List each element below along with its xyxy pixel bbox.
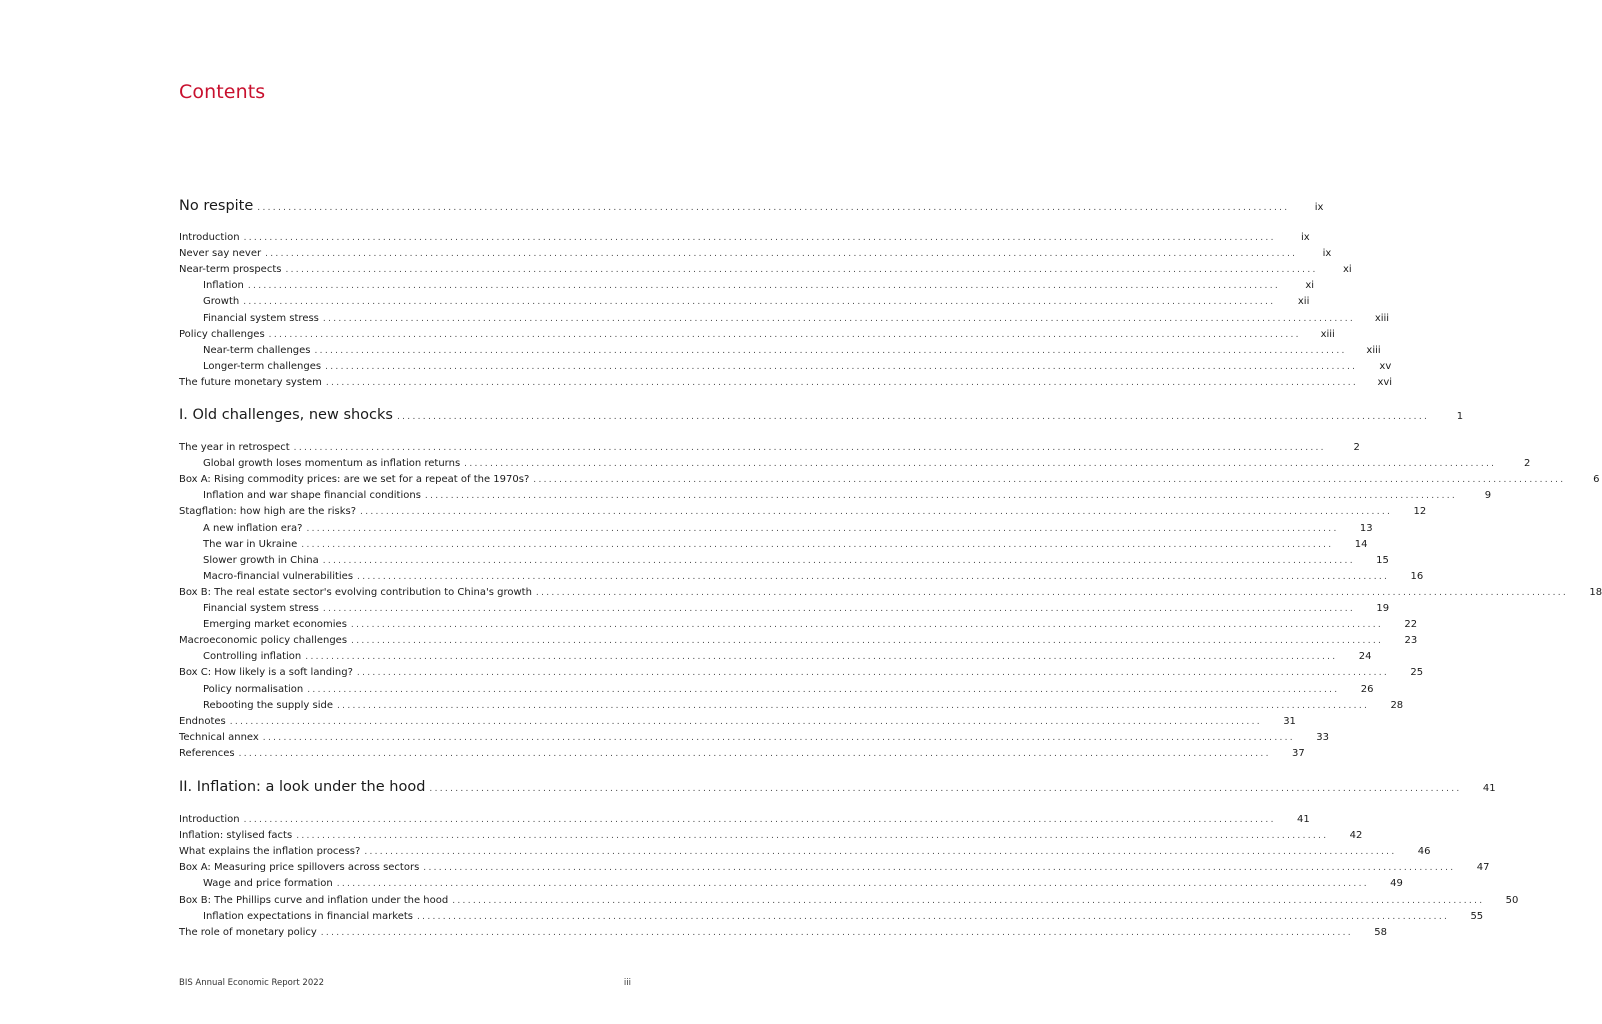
toc-subentry[interactable] — [203, 457, 1531, 471]
toc-entry-label: Near-term prospects — [179, 264, 282, 276]
toc-subentry[interactable] — [203, 344, 1381, 358]
toc-page-number: 33 — [1316, 731, 1329, 743]
toc-subentry[interactable] — [203, 699, 1404, 713]
toc-page-number: 16 — [1410, 570, 1424, 582]
toc-entry[interactable] — [179, 747, 1305, 761]
toc-entry-label: Near-term challenges — [203, 344, 311, 356]
dot-leader: ........................................................................................................................................................................................................ — [305, 652, 1338, 663]
dot-leader: ........................................................................................................................................................................................................ — [285, 265, 1318, 276]
toc-page-number: 46 — [1417, 846, 1431, 858]
toc-page-number: 12 — [1413, 506, 1427, 518]
dot-leader: ........................................................................................................................................................................................................ — [423, 863, 1456, 874]
toc-page-number: 13 — [1359, 522, 1373, 534]
toc-page-number: xiii — [1366, 344, 1381, 356]
dot-leader: ........................................................................................................................................................................................................ — [243, 297, 1276, 308]
toc-chapter[interactable] — [179, 777, 1496, 799]
dot-leader: ........................................................................................................................................................................................................ — [314, 345, 1347, 356]
dot-leader: ........................................................................................................................................................................................................ — [535, 587, 1569, 598]
toc-entry-label: Financial system stress — [203, 312, 319, 324]
dot-leader: ........................................................................................................................................................................................................ — [364, 847, 1397, 858]
dot-leader: ........................................................................................................................................................................................................ — [452, 895, 1485, 906]
toc-page-number: ix — [1314, 202, 1324, 213]
toc-page-number: 23 — [1404, 635, 1418, 647]
toc-subentry[interactable] — [203, 554, 1389, 568]
toc-subentry[interactable] — [203, 650, 1372, 664]
toc-entry[interactable] — [179, 926, 1387, 940]
toc-page-number: 37 — [1292, 747, 1305, 759]
toc-page-number: 49 — [1390, 878, 1403, 890]
toc-entry-label: Box B: The Phillips curve and inflation under the hood — [179, 894, 449, 906]
toc-page-number: 1 — [1456, 411, 1464, 422]
toc-entry[interactable] — [179, 894, 1519, 908]
toc-page-number: ix — [1322, 248, 1332, 260]
toc-page-number: ix — [1301, 232, 1310, 243]
toc-page-number: 2 — [1353, 442, 1360, 453]
toc-entry-label: The future monetary system — [179, 376, 322, 388]
toc-page-number: 41 — [1297, 814, 1310, 825]
toc-subentry[interactable] — [203, 295, 1310, 309]
toc-entry-label: Box A: Measuring price spillovers across sectors — [179, 862, 420, 874]
dot-leader: ........................................................................................................................................................................................................ — [262, 732, 1295, 743]
toc-page-number: 6 — [1593, 474, 1600, 486]
toc-page-number: 47 — [1476, 862, 1490, 874]
toc-page-number: 25 — [1410, 667, 1424, 679]
dot-leader: ........................................................................................................................................................................................................ — [351, 636, 1384, 647]
dot-leader: ........................................................................................................................................................................................................ — [293, 443, 1326, 453]
dot-leader: ........................................................................................................................................................................................................ — [429, 784, 1462, 794]
toc-entry[interactable] — [179, 247, 1332, 261]
toc-page-number: 14 — [1354, 538, 1368, 550]
toc-entry[interactable] — [179, 328, 1335, 342]
toc-entry[interactable] — [179, 231, 1310, 245]
toc-entry-label: Macroeconomic policy challenges — [179, 635, 348, 647]
toc-entry-label: Inflation — [203, 280, 244, 292]
dot-leader: ........................................................................................................................................................................................................ — [229, 716, 1262, 727]
toc-entry-label: Endnotes — [179, 715, 226, 727]
toc-subentry[interactable] — [203, 360, 1392, 374]
toc-page-number: 18 — [1589, 586, 1602, 598]
dot-leader: ........................................................................................................................................................................................................ — [350, 620, 1384, 631]
toc-entry-label: The war in Ukraine — [203, 538, 298, 550]
toc-subentry[interactable] — [203, 618, 1418, 632]
toc-page-number: xiii — [1320, 328, 1335, 340]
toc-page-number: 24 — [1358, 651, 1372, 663]
toc-page-number: 22 — [1404, 619, 1418, 631]
toc-page-number: 15 — [1376, 554, 1389, 566]
toc-entry[interactable] — [179, 666, 1424, 680]
toc-page-number: xi — [1342, 264, 1352, 276]
toc-entry-label: Controlling inflation — [203, 651, 302, 663]
toc-entry[interactable] — [179, 376, 1393, 390]
toc-entry-label: Growth — [203, 296, 240, 308]
toc-entry-label: Global growth loses momentum as inflation returns — [203, 458, 461, 470]
toc-entry[interactable] — [179, 731, 1329, 745]
dot-leader: ........................................................................................................................................................................................................ — [325, 377, 1359, 388]
toc-entry[interactable] — [179, 829, 1363, 843]
dot-leader: ........................................................................................................................................................................................................ — [238, 748, 1271, 759]
dot-leader: ........................................................................................................................................................................................................ — [464, 459, 1497, 470]
toc-entry-label: Policy normalisation — [203, 683, 304, 695]
toc-page-number: xi — [1305, 280, 1315, 292]
toc-entry-label: Box A: Rising commodity prices: are we set for a repeat of the 1970s? — [179, 474, 530, 486]
toc-entry[interactable] — [179, 505, 1427, 519]
toc-entry[interactable] — [179, 586, 1602, 600]
dot-leader: ........................................................................................................................................................................................................ — [360, 507, 1393, 518]
dot-leader: ........................................................................................................................................................................................................ — [357, 571, 1390, 582]
dot-leader: ........................................................................................................................................................................................................ — [396, 412, 1430, 422]
toc-entry-label: Introduction — [179, 814, 240, 825]
toc-page-number: xvi — [1377, 376, 1393, 388]
toc-entry-label: Inflation: stylised facts — [179, 830, 293, 842]
dot-leader: ........................................................................................................................................................................................................ — [322, 604, 1356, 614]
toc-entry-label: Box C: How likely is a soft landing? — [179, 667, 353, 679]
toc-subentry[interactable] — [203, 683, 1374, 697]
toc-entry-label: Slower growth in China — [203, 554, 319, 566]
footer-report-title: BIS Annual Economic Report 2022 — [179, 978, 325, 988]
toc-entry-label: Longer-term challenges — [203, 360, 322, 372]
toc-entry-label: Financial system stress — [203, 603, 319, 614]
toc-entry[interactable] — [179, 441, 1360, 455]
dot-leader: ........................................................................................................................................................................................................ — [337, 700, 1370, 711]
toc-subentry[interactable] — [203, 538, 1368, 552]
dot-leader: ........................................................................................................................................................................................................ — [424, 491, 1458, 502]
toc-entry-label: Box B: The real estate sector's evolving contribution to China's growth — [179, 586, 532, 598]
toc-entry[interactable] — [179, 634, 1418, 648]
toc-subentry[interactable] — [203, 877, 1403, 891]
toc-entry-label: Technical annex — [179, 731, 259, 743]
toc-entry-label: Stagflation: how high are the risks? — [179, 506, 357, 518]
toc-subentry[interactable] — [203, 522, 1373, 536]
toc-entry-label: Macro-financial vulnerabilities — [203, 570, 354, 582]
dot-leader: ........................................................................................................................................................................................................ — [268, 329, 1301, 340]
dot-leader: ........................................................................................................................................................................................................ — [307, 684, 1340, 695]
toc-entry[interactable] — [179, 861, 1490, 875]
toc-entry-label: Policy challenges — [179, 328, 265, 340]
toc-subentry[interactable] — [203, 279, 1315, 293]
toc-entry-label: Introduction — [179, 232, 240, 243]
dot-leader: ........................................................................................................................................................................................................ — [533, 475, 1566, 486]
toc-entry[interactable] — [179, 263, 1352, 277]
toc-subentry[interactable] — [203, 489, 1492, 503]
dot-leader: ........................................................................................................................................................................................................ — [417, 911, 1450, 922]
toc-subentry[interactable] — [203, 570, 1424, 584]
toc-page-number: 55 — [1470, 910, 1484, 922]
dot-leader: ........................................................................................................................................................................................................ — [322, 555, 1355, 566]
toc-entry-label: Wage and price formation — [203, 878, 333, 890]
toc-entry-label: Rebooting the supply side — [203, 699, 333, 711]
dot-leader: ........................................................................................................................................................................................................ — [247, 281, 1281, 292]
toc-page-number: 26 — [1360, 683, 1374, 695]
dot-leader: ........................................................................................................................................................................................................ — [306, 523, 1339, 534]
toc-entry-label: Inflation expectations in financial markets — [203, 910, 413, 922]
toc-page-number: 28 — [1390, 699, 1404, 711]
dot-leader: ........................................................................................................................................................................................................ — [243, 233, 1276, 243]
toc-page-number: 19 — [1376, 603, 1390, 614]
toc-entry-label: The year in retrospect — [179, 442, 290, 453]
toc-entry-label: Inflation and war shape financial conditions — [203, 490, 421, 502]
toc-entry[interactable] — [179, 845, 1431, 859]
toc-page-number: xii — [1297, 296, 1310, 308]
toc-page-number: 2 — [1523, 458, 1531, 470]
toc-page-number: xv — [1379, 360, 1392, 372]
toc-entry-label: A new inflation era? — [203, 522, 303, 534]
dot-leader: ........................................................................................................................................................................................................ — [301, 539, 1334, 550]
toc-subentry[interactable] — [203, 910, 1484, 924]
dot-leader: ........................................................................................................................................................................................................ — [243, 815, 1276, 825]
toc-entry-label: What explains the inflation process? — [179, 846, 361, 858]
toc-page-number: 31 — [1283, 715, 1296, 727]
toc-entry-label: The role of monetary policy — [179, 926, 317, 938]
toc-chapter[interactable] — [179, 196, 1324, 218]
dot-leader: ........................................................................................................................................................................................................ — [322, 313, 1356, 324]
dot-leader: ........................................................................................................................................................................................................ — [265, 249, 1298, 260]
dot-leader: ........................................................................................................................................................................................................ — [336, 879, 1369, 890]
dot-leader: ........................................................................................................................................................................................................ — [296, 831, 1329, 842]
toc-entry-label: Never say never — [179, 248, 262, 260]
toc-subentry[interactable] — [203, 602, 1390, 616]
dot-leader: ........................................................................................................................................................................................................ — [325, 361, 1358, 372]
toc-page-number: 9 — [1484, 490, 1492, 502]
toc-chapter-label: I. Old challenges, new shocks — [179, 407, 393, 423]
dot-leader: ........................................................................................................................................................................................................ — [257, 203, 1290, 213]
page-title: Contents — [179, 81, 266, 103]
dot-leader: ........................................................................................................................................................................................................ — [320, 927, 1353, 938]
toc-entry[interactable] — [179, 813, 1310, 827]
toc-subentry[interactable] — [203, 312, 1390, 326]
toc-chapter-label: No respite — [179, 198, 254, 214]
toc-entry[interactable] — [179, 715, 1296, 729]
toc-page-number: xiii — [1374, 312, 1390, 324]
toc-chapter-label: II. Inflation: a look under the hood — [179, 779, 426, 795]
toc-entry-label: References — [179, 747, 235, 759]
toc-entry-label: Emerging market economies — [203, 619, 347, 631]
toc-page-number: 42 — [1349, 830, 1363, 842]
toc-page-number: 41 — [1482, 783, 1496, 794]
toc-page-number: 58 — [1374, 926, 1387, 938]
dot-leader: ........................................................................................................................................................................................................ — [356, 668, 1390, 679]
footer-page-number: iii — [623, 978, 631, 988]
toc-page-number: 50 — [1505, 894, 1519, 906]
toc-chapter[interactable] — [179, 405, 1464, 427]
toc-entry[interactable] — [179, 473, 1600, 487]
